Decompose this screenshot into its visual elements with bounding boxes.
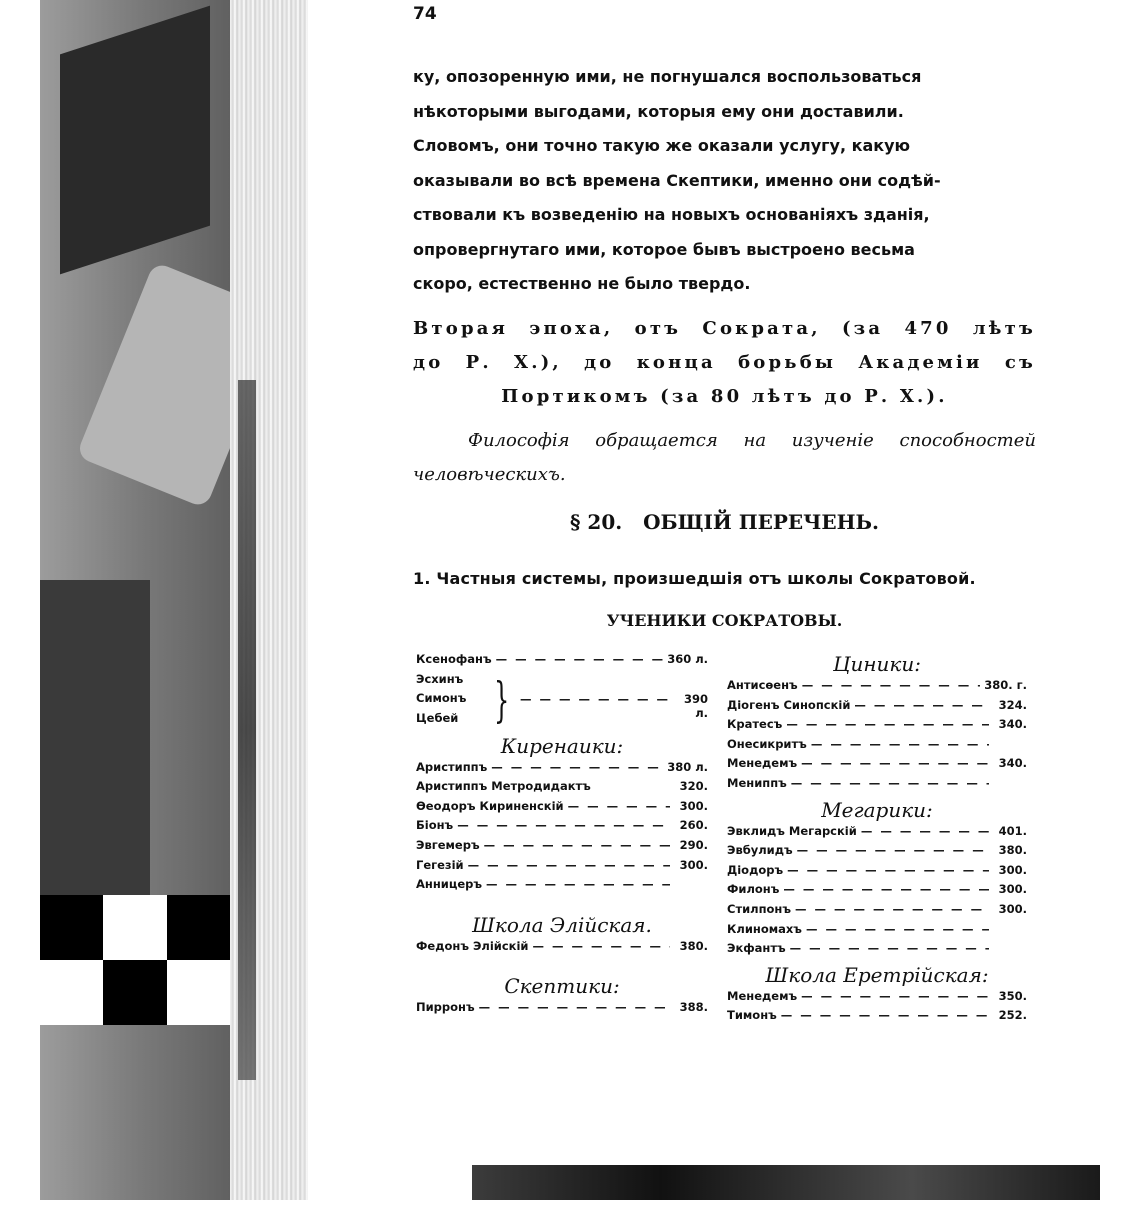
- scan-shadow-region-lower: [40, 580, 150, 900]
- leader-dashes: [811, 737, 989, 751]
- page-number: 74: [413, 4, 437, 24]
- leader-dashes: [532, 939, 670, 953]
- philosopher-name: Анницеръ: [416, 877, 483, 892]
- leader-dashes: [781, 1008, 989, 1022]
- group-heading: Мегарики:: [821, 797, 933, 822]
- epoch-heading-line: Вторая эпоха, отъ Сократа, (за 470 лѣтъ: [413, 318, 1036, 339]
- philosopher-name: Цебей: [416, 710, 459, 725]
- paragraph-line: опровергнутаго ими, которое бывъ выстроено весьма: [413, 239, 915, 259]
- list-item: [727, 902, 1027, 922]
- leader-dashes: [802, 678, 981, 692]
- list-item: [727, 922, 1027, 942]
- philosopher-year: 290.: [679, 837, 708, 852]
- italic-paragraph: Философія обращается на изученіе способностей человѣческихъ.: [413, 430, 1036, 485]
- philosopher-name: Менедемъ: [727, 988, 798, 1003]
- group-heading: Скептики:: [504, 974, 620, 999]
- philosopher-year: 350.: [998, 988, 1027, 1003]
- philosopher-name: Ѳеодоръ Кириненскій: [416, 798, 564, 813]
- paragraph-line: оказывали во всѣ времена Скептики, именно они содѣй-: [413, 170, 941, 190]
- epoch-heading-line: Портикомъ (за 80 лѣтъ до Р. Х.).: [501, 386, 948, 407]
- philosopher-name: Аристиппъ: [416, 759, 488, 774]
- leader-dashes: [797, 843, 989, 857]
- leader-dashes: [790, 941, 989, 955]
- list-item: [727, 1008, 1027, 1028]
- paragraph-line: Словомъ, они точно такую же оказали услугу, какую: [413, 136, 911, 155]
- students-heading: УЧЕНИКИ СОКРАТОВЫ.: [606, 611, 843, 630]
- philosopher-year: 360 л.: [667, 652, 708, 666]
- philosopher-name: Онесикритъ: [727, 736, 807, 751]
- philosopher-name: Кратесъ: [727, 717, 783, 732]
- philosopher-year: 380 л.: [667, 759, 708, 774]
- leader-dashes: [801, 989, 989, 1003]
- philosopher-name: Діодоръ: [727, 862, 784, 877]
- philosopher-name: Діогенъ Синопскій: [727, 697, 851, 712]
- philosopher-year: 300.: [998, 862, 1027, 877]
- philosopher-year: 340.: [998, 717, 1027, 732]
- paragraph-line: нѣкоторыми выгодами, которыя ему они доставили.: [413, 101, 904, 121]
- page-edge-shadow: [238, 380, 256, 1080]
- philosopher-year: 401.: [998, 823, 1027, 838]
- philosopher-name: Эвбулидъ: [727, 843, 793, 858]
- philosopher-name: Стилпонъ: [727, 901, 792, 916]
- philosopher-name: Тимонъ: [727, 1008, 777, 1023]
- list-item: [416, 939, 708, 959]
- paragraph-line: ствовали къ возведенію на новыхъ основаніяхъ зданія,: [413, 205, 930, 224]
- curly-brace: }: [494, 671, 510, 728]
- list-item: [416, 652, 708, 672]
- philosopher-year: 388.: [679, 1000, 708, 1015]
- leader-dashes: [491, 760, 663, 774]
- leader-dashes: [484, 838, 670, 852]
- leader-dashes: [520, 692, 670, 706]
- philosopher-name: Эсхинъ: [416, 671, 464, 686]
- philosopher-name: Мениппъ: [727, 775, 787, 790]
- philosopher-year: 300.: [679, 798, 708, 813]
- leader-dashes: [496, 652, 664, 666]
- philosopher-name: Менедемъ: [727, 756, 798, 771]
- philosopher-name: Филонъ: [727, 882, 780, 897]
- list-item: [416, 799, 708, 819]
- section-heading: § 20. ОБЩІЙ ПЕРЕЧЕНЬ.: [570, 510, 879, 534]
- leader-dashes: [854, 698, 989, 712]
- leader-dashes: [568, 799, 670, 813]
- bracket-group: [416, 672, 708, 732]
- philosopher-name: Ксенофанъ: [416, 652, 492, 666]
- philosopher-name: Гегезій: [416, 857, 464, 872]
- philosopher-year: 300.: [998, 901, 1027, 916]
- philosopher-year: 252.: [998, 1008, 1027, 1023]
- list-item: [416, 818, 708, 838]
- leader-dashes: [861, 824, 989, 838]
- scanned-book-edge-image: [40, 0, 308, 1200]
- list-item: [727, 698, 1027, 718]
- list-item: [416, 1000, 708, 1020]
- body-paragraph: [413, 60, 1036, 302]
- philosopher-name: Аристиппъ Метродидактъ: [416, 779, 591, 794]
- group-heading: Школа Еретрійская:: [765, 962, 989, 987]
- list-item: [727, 678, 1027, 698]
- color-calibration-checker: [40, 895, 230, 1025]
- philosopher-year: 380.: [679, 938, 708, 953]
- list-item: [727, 941, 1027, 961]
- leader-dashes: [457, 818, 670, 832]
- scan-bottom-shadow: [472, 1165, 1100, 1200]
- philosopher-year: 380. г.: [984, 678, 1027, 692]
- philosopher-year: 260.: [679, 818, 708, 833]
- philosopher-name: Пирронъ: [416, 1000, 475, 1015]
- philosopher-year: 300.: [679, 857, 708, 872]
- bracket-year-row: [516, 692, 708, 720]
- leader-dashes: [486, 877, 670, 891]
- list-item: [727, 843, 1027, 863]
- bracket-names: [416, 672, 466, 731]
- leader-dashes: [801, 756, 989, 770]
- philosopher-name: Антисѳенъ: [727, 678, 798, 692]
- philosopher-year: 390 л.: [683, 691, 708, 720]
- list-item: [727, 776, 1027, 796]
- leader-dashes: [795, 902, 989, 916]
- paragraph-line: ку, опозоренную ими, не погнушался воспользоваться: [413, 67, 922, 86]
- epoch-heading: [413, 312, 1036, 380]
- subheading: 1. Частныя системы, произшедшія отъ школы Сократовой.: [413, 569, 976, 588]
- list-item: [416, 760, 708, 780]
- left-column: [416, 652, 708, 1020]
- list-item: [727, 989, 1027, 1009]
- list-item: [416, 858, 708, 878]
- list-item: [727, 717, 1027, 737]
- paragraph-line: скоро, естественно не было твердо.: [413, 274, 751, 293]
- philosopher-year: 324.: [998, 697, 1027, 712]
- group-heading: Киренаики:: [500, 733, 624, 758]
- right-column: [727, 650, 1027, 1028]
- list-item: [727, 756, 1027, 776]
- epoch-heading-line: до Р. Х.), до конца борьбы Академіи съ: [413, 352, 1036, 373]
- leader-dashes: [783, 882, 989, 896]
- list-item: [727, 863, 1027, 883]
- group-heading: Школа Элійская.: [472, 912, 652, 937]
- philosopher-name: Эвклидъ Мегарскій: [727, 823, 857, 838]
- philosopher-name: Экфантъ: [727, 941, 786, 956]
- philosopher-year: 340.: [998, 756, 1027, 771]
- philosopher-year: 320.: [679, 779, 708, 794]
- list-item: [416, 779, 708, 799]
- leader-dashes: [468, 858, 670, 872]
- list-item: [727, 824, 1027, 844]
- leader-dashes: [787, 863, 989, 877]
- leader-dashes: [806, 922, 989, 936]
- list-item: [416, 838, 708, 858]
- leader-dashes: [479, 1000, 670, 1014]
- philosopher-name: Клиномахъ: [727, 921, 802, 936]
- philosopher-name: Эвгемеръ: [416, 837, 480, 852]
- group-heading: Циники:: [833, 652, 921, 676]
- philosopher-name: Симонъ: [416, 691, 467, 706]
- list-item: [727, 737, 1027, 757]
- philosopher-name: Федонъ Элійскій: [416, 938, 529, 953]
- leader-dashes: [791, 776, 989, 790]
- leader-dashes: [786, 717, 989, 731]
- philosopher-name: Біонъ: [416, 818, 454, 833]
- philosopher-year: 300.: [998, 882, 1027, 897]
- philosopher-year: 380.: [998, 843, 1027, 858]
- list-item: [416, 877, 708, 897]
- list-item: [727, 882, 1027, 902]
